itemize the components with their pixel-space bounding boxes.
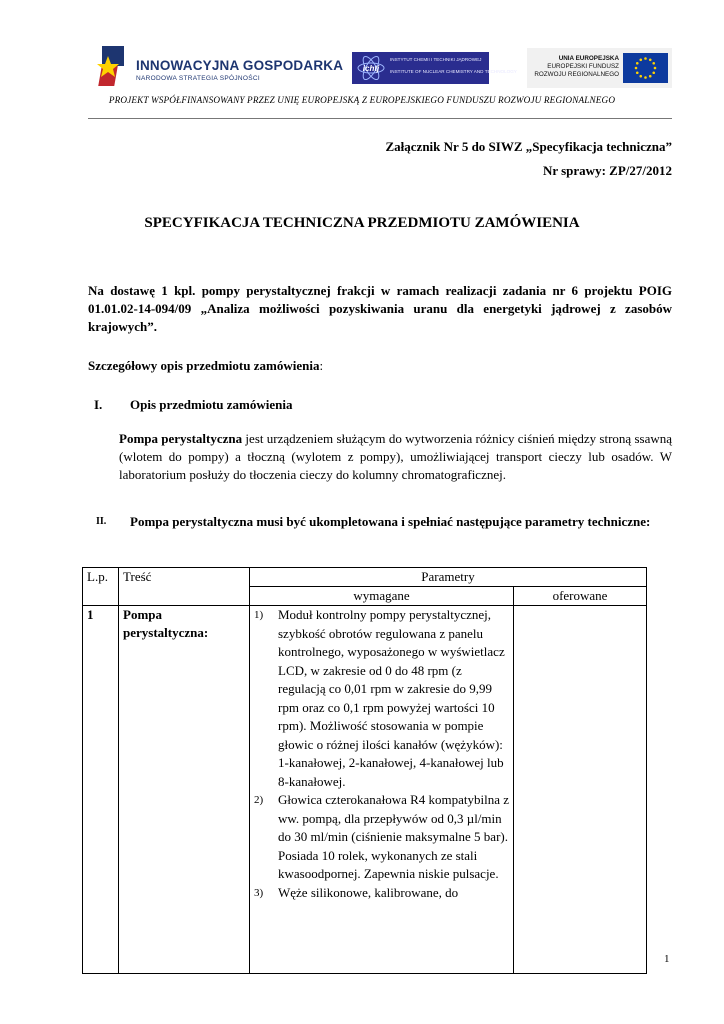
eu-star — [639, 75, 642, 78]
details-colon: : — [319, 358, 324, 373]
star-flag-icon — [92, 42, 132, 94]
list-item-text: Moduł kontrolny pompy perystaltycznej, szybkość obrotów regulowana z panelu kontrolnego, wyposażonego w wyświetlacz LCD, w zakresie od 0 do 48 rpm (z regulacją co 0,01 rpm w zakresie do 9,99 rpm oraz co 0,1 rpm powyżej wartości 10 rpm). Możliwość stosowania w pompie głowic o różnej ilości kanałów (wężyków): 1-kanałowej, 2-kanałowej, 4-kanałowej lub 8-kanałowej. — [278, 607, 505, 789]
list-item — [252, 606, 511, 791]
header-params: Parametry — [250, 568, 647, 587]
section-2-title: Pompa perystaltyczna musi być ukompletowana i spełniać następujące parametry techniczne: — [130, 514, 651, 529]
list-item-number: 3) — [254, 886, 264, 899]
row-offered[interactable] — [514, 606, 647, 974]
row-lp: 1 — [83, 606, 119, 974]
details-heading — [88, 357, 672, 375]
section-2-number: II. — [96, 516, 107, 527]
header-offered: oferowane — [514, 587, 647, 606]
param-list — [252, 606, 511, 902]
list-item-text: Głowica czterokanałowa R4 kompatybilna z ww. pompą, dla przepływów od 0,3 µl/min do 30 ml/min (ciśnienie maksymalne 5 bar). Posiada 10 rolek, wykonanych ze stali kwasoodpornej. Zapewnia niskie pulsacje. — [278, 792, 510, 881]
eu-flag-icon — [623, 53, 668, 83]
eu-star — [644, 76, 647, 79]
logo-subtitle: NARODOWA STRATEGIA SPÓJNOŚCI — [136, 75, 260, 82]
institute-name-en: INSTITUTE OF NUCLEAR CHEMISTRY AND TECHNOLOGY — [390, 69, 517, 74]
list-item — [252, 791, 511, 884]
header-required: wymagane — [250, 587, 514, 606]
eu-star — [649, 75, 652, 78]
eu-star — [636, 71, 639, 74]
eu-star — [644, 57, 647, 60]
institute-logo — [352, 52, 517, 84]
section-1-bold: Pompa perystaltyczna — [119, 431, 243, 446]
eu-line-1: UNIA EUROPEJSKA — [558, 55, 619, 62]
institute-abbr: ichtj — [362, 64, 380, 73]
table-header-row — [83, 568, 647, 587]
section-1-body — [119, 430, 672, 484]
eu-star — [654, 67, 657, 70]
row-required — [250, 606, 514, 974]
eu-star — [649, 58, 652, 61]
atom-icon — [354, 52, 388, 84]
list-item-text: Węże silikonowe, kalibrowane, do — [278, 884, 459, 900]
list-item — [252, 884, 511, 903]
header-divider — [88, 118, 672, 119]
details-heading-text: Szczegółowy opis przedmiotu zamówienia — [88, 358, 320, 373]
section-1-text: jest urządzeniem służącym do wytworzenia różnicy ciśnień między stroną ssawną (wlotem do pompy) a tłoczną (wylotem z pompy), umożliwiającej transport cieczy lub osadów. W laboratorium posłuży do tłoczenia cieczy do kolumny chromatograficznej. — [119, 431, 672, 482]
logo-title: INNOWACYJNA GOSPODARKA — [136, 58, 344, 73]
eu-star — [639, 58, 642, 61]
header-lp: L.p. — [83, 568, 119, 606]
table-row — [83, 606, 647, 974]
spec-table — [82, 567, 647, 974]
cofinance-note: PROJEKT WSPÓŁFINANSOWANY PRZEZ UNIĘ EUROPEJSKĄ Z EUROPEJSKIEGO FUNDUSZU ROZWOJU REGIONALNEGO — [108, 95, 616, 105]
intro-paragraph: Na dostawę 1 kpl. pompy perystaltycznej frakcji w ramach realizacji zadania nr 6 projektu POIG 01.01.02-14-094/09 „Analiza możliwości pozyskiwania uranu dla energetyki jądrowej z zasobów krajowych”. — [88, 283, 672, 334]
innowacyjna-gospodarka-logo — [92, 42, 344, 94]
eu-star — [636, 62, 639, 65]
list-item-number: 2) — [254, 794, 264, 806]
institute-name-pl: INSTYTUT CHEMII I TECHNIKI JĄDROWEJ — [390, 57, 482, 62]
section-1-title: Opis przedmiotu zamówienia — [130, 397, 293, 412]
eu-fund-logo — [527, 48, 672, 88]
annex-label: Załącznik Nr 5 do SIWZ „Specyfikacja techniczna” — [385, 139, 672, 154]
eu-line-2: EUROPEJSKI FUNDUSZ — [547, 63, 619, 71]
eu-star — [635, 67, 638, 70]
eu-line-3: ROZWOJU REGIONALNEGO — [534, 71, 619, 79]
page-title: SPECYFIKACJA TECHNICZNA PRZEDMIOTU ZAMÓWIENIA — [144, 215, 580, 231]
eu-star — [652, 71, 655, 74]
page-number: 1 — [664, 953, 670, 965]
row-name: Pompa perystaltyczna: — [119, 606, 250, 974]
list-item-number: 1) — [254, 609, 264, 621]
section-1-number: I. — [94, 397, 103, 412]
header-content: Treść — [119, 568, 250, 606]
eu-star — [652, 62, 655, 65]
case-number: Nr sprawy: ZP/27/2012 — [542, 163, 672, 178]
